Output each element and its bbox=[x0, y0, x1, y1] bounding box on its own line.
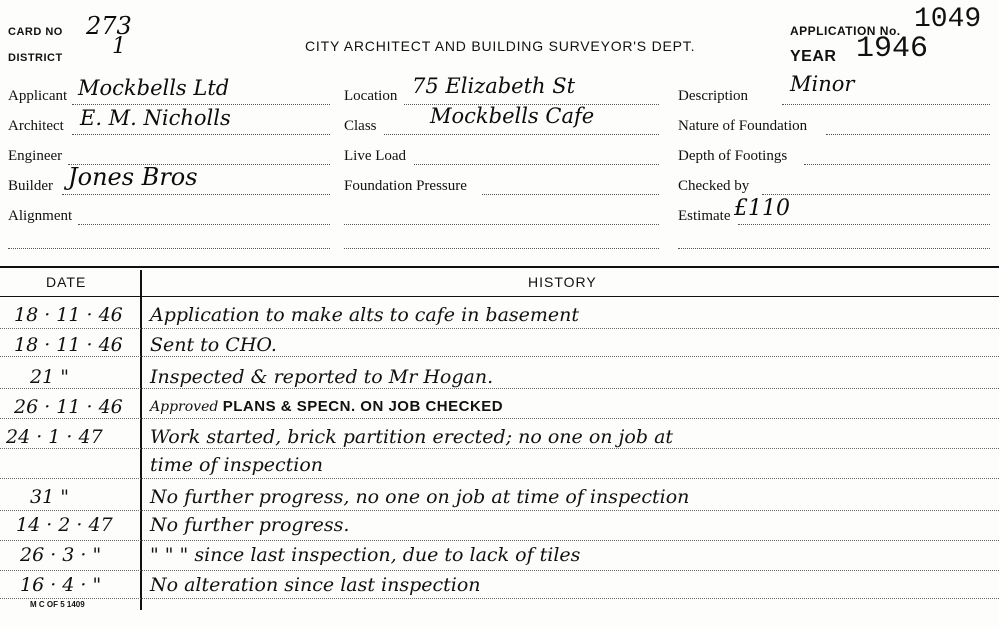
district-label: DISTRICT bbox=[8, 52, 63, 64]
table-row-line bbox=[0, 478, 999, 479]
table-header-rule bbox=[0, 296, 999, 297]
estimate-line bbox=[738, 224, 990, 225]
location-value: 75 Elizabeth St bbox=[412, 74, 576, 98]
applicant-line bbox=[72, 104, 330, 105]
row-date: 16 · 4 · " bbox=[20, 574, 102, 596]
table-column-divider bbox=[140, 270, 142, 610]
builder-line bbox=[62, 194, 330, 195]
row-history-hand: Approved bbox=[150, 399, 219, 415]
card-no-label: CARD NO bbox=[8, 26, 63, 38]
live-load-label: Live Load bbox=[344, 148, 407, 164]
checked-by-label: Checked by bbox=[678, 178, 750, 194]
row-history-printed: PLANS & SPECN. ON JOB CHECKED bbox=[222, 398, 504, 415]
checked-line bbox=[762, 194, 990, 195]
builder-label: Builder bbox=[8, 178, 53, 194]
row-history: time of inspection bbox=[150, 454, 324, 476]
row-history: Sent to CHO. bbox=[150, 334, 277, 356]
row-date: 24 · 1 · 47 bbox=[6, 426, 103, 448]
row-history: " " " since last inspection, due to lack of tiles bbox=[150, 544, 581, 566]
table-row-line bbox=[0, 510, 999, 511]
row-date: 31 " bbox=[30, 486, 69, 508]
table-row-line bbox=[0, 418, 999, 419]
date-column-header: DATE bbox=[46, 274, 87, 290]
row-date: 26 · 3 · " bbox=[20, 544, 102, 566]
alignment-label: Alignment bbox=[8, 208, 73, 224]
district-value: 1 bbox=[112, 34, 126, 59]
row-history: No further progress. bbox=[150, 514, 350, 536]
row-history: Work started, brick partition erected; no one on job at bbox=[150, 426, 674, 448]
row-history: No further progress, no one on job at time of inspection bbox=[150, 486, 690, 508]
row-history: No alteration since last inspection bbox=[150, 574, 481, 596]
foundation-pressure-label: Foundation Pressure bbox=[344, 178, 467, 194]
nature-line bbox=[826, 134, 990, 135]
applicant-label: Applicant bbox=[8, 88, 68, 104]
row-history: Application to make alts to cafe in basement bbox=[150, 304, 580, 326]
class-value: Mockbells Cafe bbox=[430, 104, 595, 128]
description-line bbox=[782, 104, 990, 105]
table-row-line bbox=[0, 540, 999, 541]
engineer-label: Engineer bbox=[8, 148, 63, 164]
department-title: CITY ARCHITECT AND BUILDING SURVEYOR'S DEPT. bbox=[305, 38, 696, 54]
table-row-line bbox=[0, 356, 999, 357]
architect-label: Architect bbox=[8, 118, 64, 134]
row-date: 14 · 2 · 47 bbox=[16, 514, 113, 536]
location-label: Location bbox=[344, 88, 398, 104]
row-date: 26 · 11 · 46 bbox=[14, 396, 123, 418]
application-number: 1049 bbox=[914, 4, 982, 35]
table-row-line bbox=[0, 448, 999, 449]
applicant-value: Mockbells Ltd bbox=[78, 76, 230, 100]
depth-line bbox=[804, 164, 990, 165]
nature-of-foundation-label: Nature of Foundation bbox=[678, 118, 808, 134]
row-date: 18 · 11 · 46 bbox=[14, 304, 123, 326]
table-top-rule bbox=[0, 266, 999, 268]
col2-line-extra-2 bbox=[344, 248, 659, 249]
estimate-label: Estimate bbox=[678, 208, 731, 224]
table-row-line bbox=[0, 388, 999, 389]
alignment-line-2 bbox=[8, 248, 330, 249]
col3-line-extra bbox=[678, 248, 990, 249]
table-row-line bbox=[0, 328, 999, 329]
architect-line bbox=[72, 134, 330, 135]
foundation-pressure-line bbox=[482, 194, 659, 195]
application-label: APPLICATION No. bbox=[790, 24, 901, 38]
row-history bbox=[150, 398, 503, 415]
year-label: YEAR bbox=[790, 48, 837, 65]
row-date: 18 · 11 · 46 bbox=[14, 334, 123, 356]
class-label: Class bbox=[344, 118, 377, 134]
depth-of-footings-label: Depth of Footings bbox=[678, 148, 788, 164]
history-column-header: HISTORY bbox=[528, 274, 597, 290]
alignment-line bbox=[78, 224, 330, 225]
card-no-value: 273 bbox=[86, 12, 132, 40]
class-line bbox=[384, 134, 659, 135]
architect-value: E. M. Nicholls bbox=[80, 106, 231, 130]
description-value: Minor bbox=[790, 72, 855, 96]
year-value: 1946 bbox=[856, 32, 929, 66]
row-history: Inspected & reported to Mr Hogan. bbox=[150, 366, 494, 388]
table-row-line bbox=[0, 598, 999, 599]
form-number: M C OF 5 1409 bbox=[30, 600, 85, 609]
live-load-line bbox=[414, 164, 659, 165]
col2-line-extra bbox=[344, 224, 659, 225]
row-date: 21 " bbox=[30, 366, 69, 388]
estimate-value: £110 bbox=[734, 196, 790, 221]
description-label: Description bbox=[678, 88, 748, 104]
table-row-line bbox=[0, 570, 999, 571]
builder-value: Jones Bros bbox=[68, 163, 198, 191]
